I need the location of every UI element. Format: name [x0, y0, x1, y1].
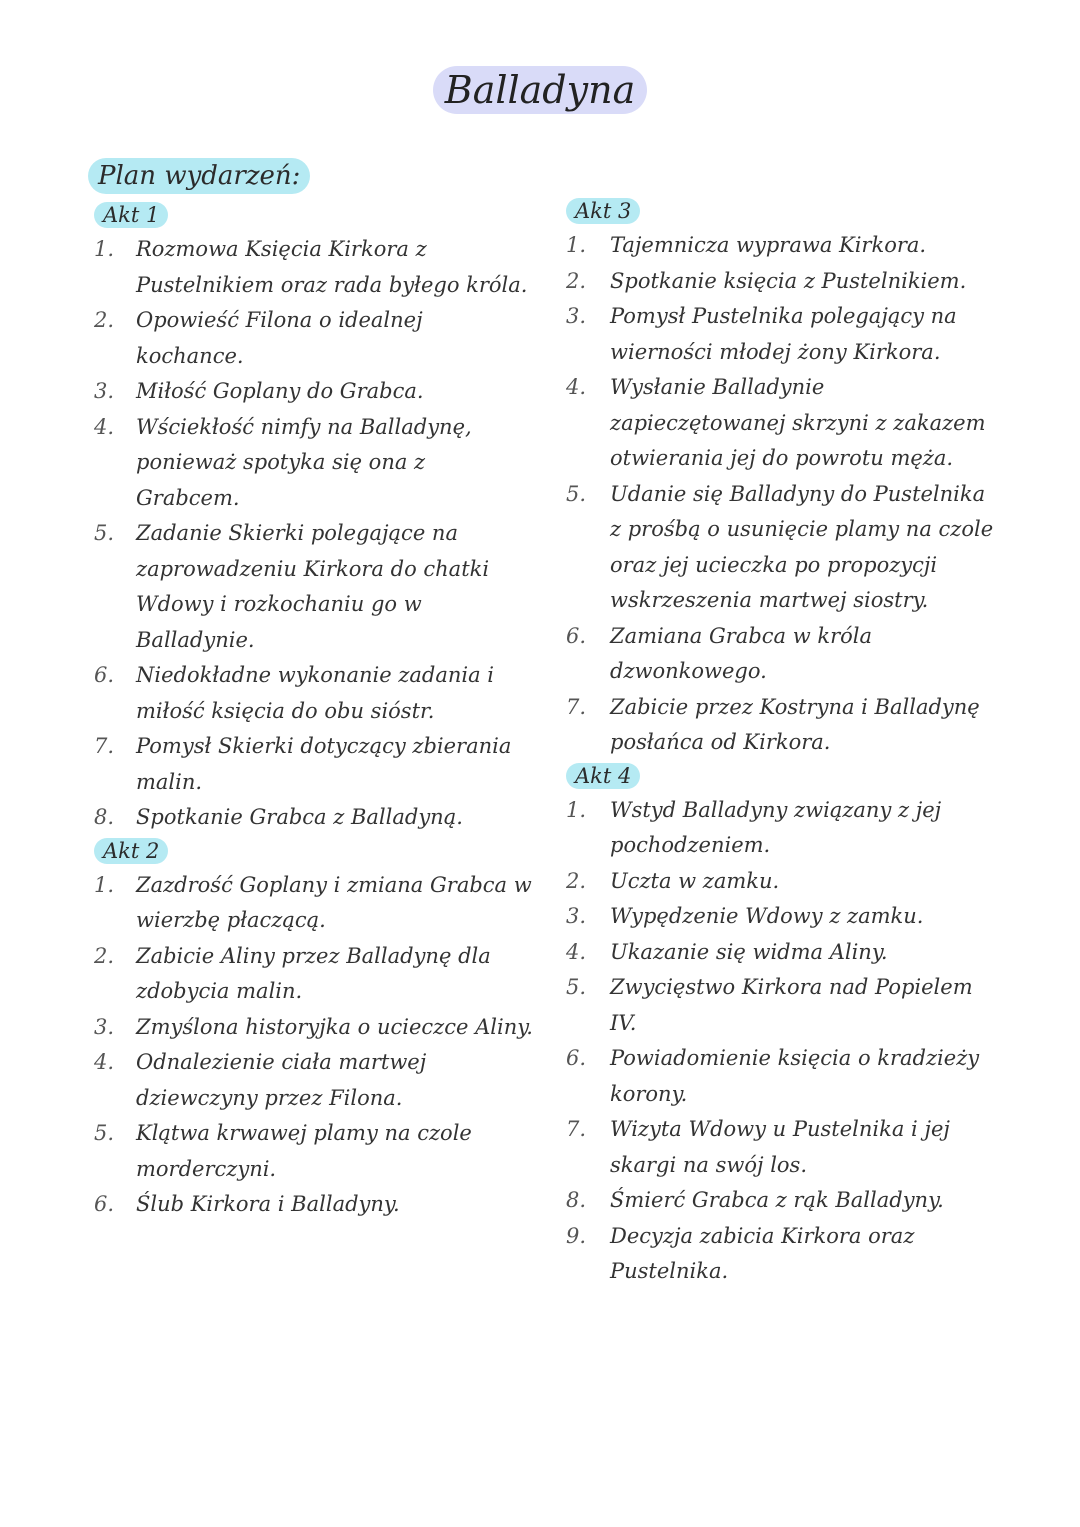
page-title: Balladyna	[433, 66, 647, 114]
list-item	[94, 1045, 534, 1116]
list-item	[94, 868, 534, 939]
list-item	[94, 303, 534, 374]
list-item	[566, 935, 996, 971]
event-list	[566, 793, 996, 1290]
list-item	[566, 299, 996, 370]
list-item	[566, 1219, 996, 1290]
item-number: 1.	[94, 872, 115, 897]
item-text: Tajemnicza wyprawa Kirkora.	[610, 233, 927, 257]
item-text: Zmyślona historyjka o ucieczce Aliny.	[136, 1014, 533, 1039]
item-text: Decyzja zabicia Kirkora oraz Pustelnika.	[610, 1223, 915, 1283]
item-number: 1.	[566, 233, 587, 257]
list-item	[566, 1112, 996, 1183]
list-item	[566, 228, 996, 264]
item-number: 4.	[94, 414, 115, 439]
list-item	[566, 970, 996, 1041]
title-wrap	[0, 66, 1080, 114]
item-text: Ukazanie się widma Aliny.	[610, 939, 888, 964]
item-number: 6.	[566, 1046, 587, 1070]
event-list	[566, 228, 996, 761]
item-text: Odnalezienie ciała martwej dziewczyny przez Filona.	[136, 1050, 427, 1110]
item-text: Udanie się Balladyny do Pustelnika z prośbą o usunięcie plamy na czole oraz jej ucieczka po propozycji wskrzeszenia martwej siostry.	[610, 481, 994, 612]
item-number: 7.	[566, 1117, 587, 1141]
item-number: 8.	[566, 1188, 587, 1212]
item-number: 9.	[566, 1223, 587, 1248]
item-text: Uczta w zamku.	[610, 868, 780, 893]
item-number: 2.	[94, 943, 115, 968]
item-text: Zabicie Aliny przez Balladynę dla zdobycia malin.	[136, 943, 491, 1003]
list-item	[94, 1010, 534, 1046]
item-text: Pomysł Skierki dotyczący zbierania malin.	[136, 734, 512, 794]
list-item	[566, 690, 996, 761]
item-number: 5.	[566, 975, 587, 999]
list-item	[94, 800, 534, 836]
item-text: Rozmowa Księcia Kirkora z Pustelnikiem oraz rada byłego króla.	[136, 237, 528, 297]
list-item	[94, 729, 534, 800]
item-number: 6.	[94, 663, 115, 687]
list-item	[566, 864, 996, 900]
list-item	[94, 374, 534, 410]
list-item	[94, 410, 534, 517]
item-number: 2.	[94, 308, 115, 332]
plan-heading: Plan wydarzeń:	[88, 158, 310, 194]
item-number: 1.	[566, 797, 587, 822]
item-text: Wizyta Wdowy u Pustelnika i jej skargi na swój los.	[610, 1117, 950, 1177]
item-number: 3.	[566, 304, 587, 328]
item-text: Spotkanie Grabca z Balladyną.	[136, 805, 463, 829]
item-number: 2.	[566, 868, 587, 893]
item-number: 3.	[566, 904, 587, 928]
act-4-section	[566, 761, 996, 1290]
list-item	[566, 793, 996, 864]
list-item	[94, 1116, 534, 1187]
item-number: 3.	[94, 379, 115, 403]
act-label: Akt 3	[566, 198, 640, 224]
list-item	[94, 939, 534, 1010]
act-label: Akt 2	[94, 838, 168, 864]
item-text: Klątwa krwawej plamy na czole morderczyni.	[136, 1121, 472, 1181]
item-text: Wściekłość nimfy na Balladynę, ponieważ spotyka się ona z Grabcem.	[136, 414, 472, 510]
list-item	[94, 516, 534, 658]
list-item	[94, 232, 534, 303]
item-text: Zazdrość Goplany i zmiana Grabca w wierzbę płaczącą.	[136, 872, 532, 932]
item-number: 5.	[566, 481, 587, 506]
list-item	[94, 658, 534, 729]
item-number: 3.	[94, 1014, 115, 1039]
list-item	[566, 1183, 996, 1219]
list-item	[566, 264, 996, 300]
list-item	[566, 1041, 996, 1112]
list-item	[566, 370, 996, 477]
list-item	[94, 1187, 534, 1223]
item-number: 7.	[566, 694, 587, 719]
event-list	[94, 232, 534, 836]
act-2-section	[94, 836, 534, 1223]
act-label: Akt 4	[566, 763, 640, 789]
item-number: 7.	[94, 734, 115, 758]
item-text: Opowieść Filona o idealnej kochance.	[136, 308, 423, 368]
item-number: 8.	[94, 805, 115, 829]
item-text: Zamiana Grabca w króla dzwonkowego.	[610, 623, 873, 683]
list-item	[566, 619, 996, 690]
item-text: Zwycięstwo Kirkora nad Popielem IV.	[610, 975, 973, 1035]
item-number: 4.	[566, 939, 587, 964]
item-text: Śmierć Grabca z rąk Balladyny.	[610, 1188, 944, 1212]
item-number: 4.	[94, 1050, 115, 1074]
item-text: Zabicie przez Kostryna i Balladynę posłańca od Kirkora.	[610, 694, 980, 754]
item-number: 6.	[566, 623, 587, 648]
item-number: 6.	[94, 1192, 115, 1216]
item-text: Spotkanie księcia z Pustelnikiem.	[610, 268, 967, 293]
event-list	[94, 868, 534, 1223]
item-number: 4.	[566, 375, 587, 399]
item-text: Zadanie Skierki polegające na zaprowadzeniu Kirkora do chatki Wdowy i rozkochaniu go w Balladynie.	[136, 521, 490, 652]
item-number: 1.	[94, 237, 115, 261]
item-text: Powiadomienie księcia o kradzieży korony.	[610, 1046, 980, 1106]
act-label: Akt 1	[94, 202, 168, 228]
item-text: Pomysł Pustelnika polegający na wierności młodej żony Kirkora.	[610, 304, 957, 364]
right-column	[566, 196, 996, 1290]
item-text: Wysłanie Balladynie zapieczętowanej skrzyni z zakazem otwierania jej do powrotu męża.	[610, 375, 986, 470]
item-text: Niedokładne wykonanie zadania i miłość księcia do obu sióstr.	[136, 663, 495, 723]
list-item	[566, 899, 996, 935]
act-3-section	[566, 196, 996, 761]
item-text: Miłość Goplany do Grabca.	[136, 379, 424, 403]
item-text: Wstyd Balladyny związany z jej pochodzeniem.	[610, 797, 942, 857]
item-number: 5.	[94, 1121, 115, 1145]
act-1-section	[94, 200, 534, 836]
list-item	[566, 477, 996, 619]
item-text: Wypędzenie Wdowy z zamku.	[610, 904, 924, 928]
item-number: 2.	[566, 268, 587, 293]
item-text: Ślub Kirkora i Balladyny.	[136, 1192, 400, 1216]
item-number: 5.	[94, 521, 115, 545]
left-column	[94, 200, 534, 1223]
